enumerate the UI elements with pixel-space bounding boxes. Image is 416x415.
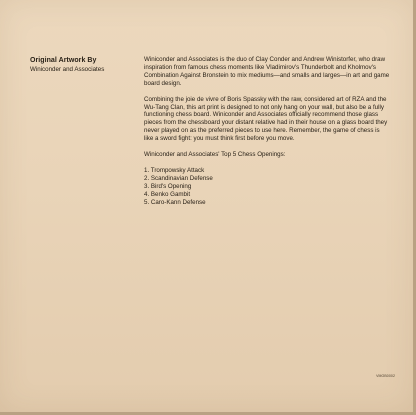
openings-list [144,167,390,207]
paragraph-intro: Winiconder and Associates is the duo of Clay Conder and Andrew Winistorfer, who draw inspiration from famous chess moments like Vladimirov's Thunderbolt and Kholmov's Combination Against Bronstein to mix mediums—and smalls and larges—in art and game board design. [144,56,390,87]
list-item: 3. Bird's Opening [144,182,192,190]
list-item: 5. Caro-Kann Defense [144,198,206,206]
credit-title: Original Artwork By [30,57,97,64]
list-item: 1. Trompowsky Attack [144,166,205,174]
catalog-number: VMOB0002 [376,374,395,378]
list-item: 2. Scandinavian Defense [144,174,213,182]
credit-name: Winiconder and Associates [30,66,105,73]
paragraph-description: Combining the joie de vivre of Boris Spassky with the raw, considered art of RZA and the Wu-Tang Clan, this art print is designed to not only hang on your wall, but also be a fully functioning chess board. Winiconder and Associates officially recommend those glass pieces from the chessboard your distant relative had in their house on a glass board they never played on as the preferred pieces to use here. Remember, the game of chess is like a sword fight: you must think first before you move. [144,95,388,143]
artwork-credit [30,56,130,74]
liner-notes [144,56,390,207]
list-item: 4. Benko Gambit [144,190,191,198]
openings-heading: Winiconder and Associates' Top 5 Chess Openings: [144,151,286,159]
